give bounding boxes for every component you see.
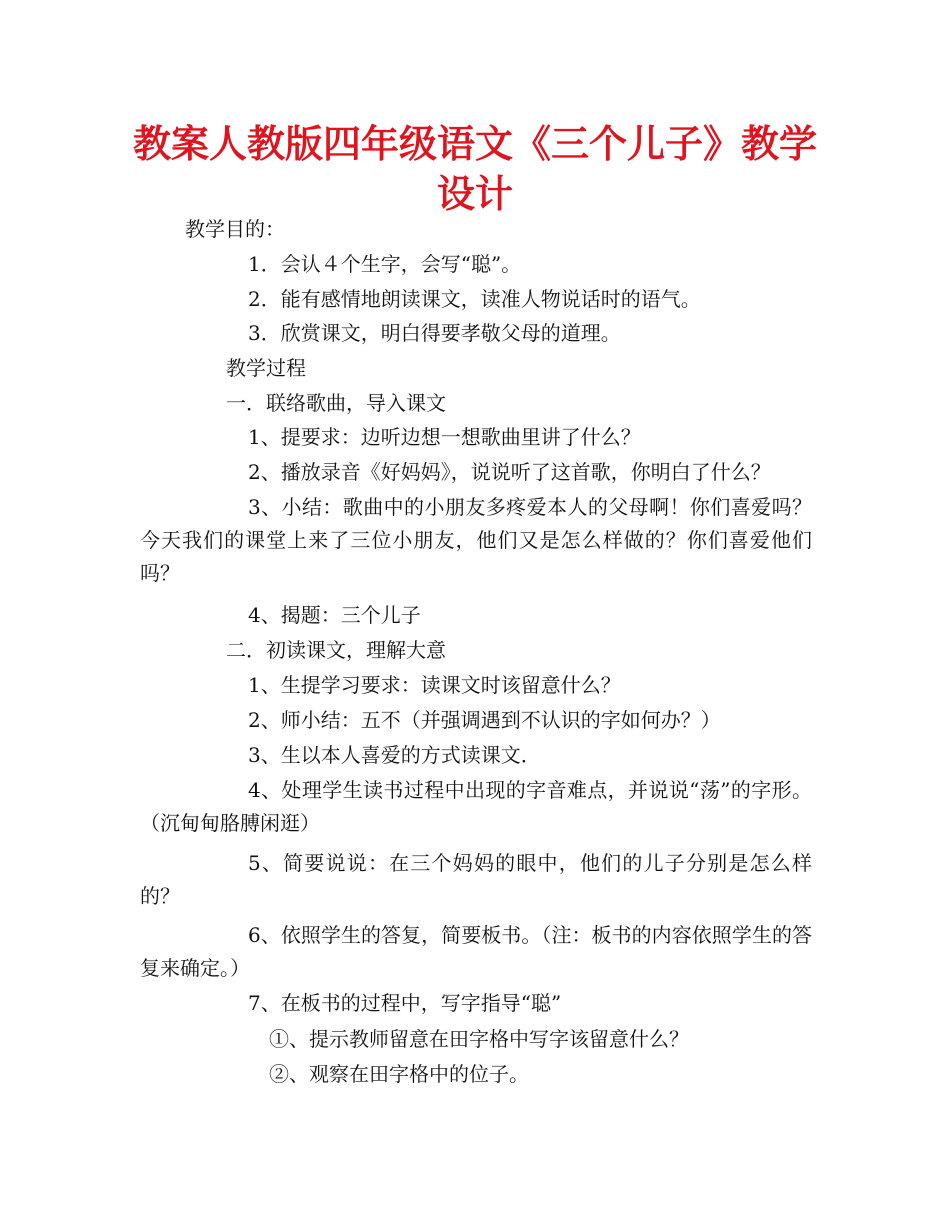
list-item: 1、提要求：边听边想一想歌曲里讲了什么？ xyxy=(248,425,641,449)
list-item: 4、处理学生读书过程中出现的字音难点，并说说“荡”的字形。（沉甸甸胳膊闲逛） xyxy=(140,778,812,835)
document-title-line2: 设计 xyxy=(436,172,513,216)
sub-list-item: ①、提示教师留意在田字格中写字该留意什么？ xyxy=(269,1027,689,1051)
list-item: 7、在板书的过程中，写字指导“聪” xyxy=(248,991,562,1015)
document-title-line1: 教案人教版四年级语文《三个儿子》教学 xyxy=(132,122,817,166)
list-item: 2、师小结：五不（并强调遇到不认识的字如何办？） xyxy=(248,708,721,732)
section-heading: 一．联络歌曲，导入课文 xyxy=(226,391,446,415)
process-heading: 教学过程 xyxy=(226,356,306,380)
sub-list-item: ②、观察在田字格中的位子。 xyxy=(269,1062,529,1086)
list-item: 2、播放录音《好妈妈》，说说听了这首歌，你明白了什么？ xyxy=(248,460,771,484)
list-item: 3、生以本人喜爱的方式读课文． xyxy=(248,743,541,767)
list-item: 1、生提学习要求：读课文时该留意什么？ xyxy=(248,673,621,697)
section-heading: 二．初读课文，理解大意 xyxy=(226,638,446,662)
objective-item: 2．能有感情地朗读课文，读准人物说话时的语气。 xyxy=(248,287,701,311)
list-item: 6、依照学生的答复，简要板书。（注：板书的内容依照学生的答复来确定。） xyxy=(140,923,812,980)
objective-item: 1．会认４个生字，会写“聪”。 xyxy=(248,252,522,276)
objective-item: 3．欣赏课文，明白得要孝敬父母的道理。 xyxy=(248,321,621,345)
objectives-heading: 教学目的： xyxy=(185,217,285,241)
list-item: 4、揭题：三个儿子 xyxy=(248,603,421,627)
list-item: 5、简要说说：在三个妈妈的眼中，他们的儿子分别是怎么样的？ xyxy=(140,851,812,908)
list-item: 3、小结：歌曲中的小朋友多疼爱本人的父母啊！你们喜爱吗？今天我们的课堂上来了三位小朋友，他们又是怎么样做的？你们喜爱他们吗？ xyxy=(140,495,812,585)
